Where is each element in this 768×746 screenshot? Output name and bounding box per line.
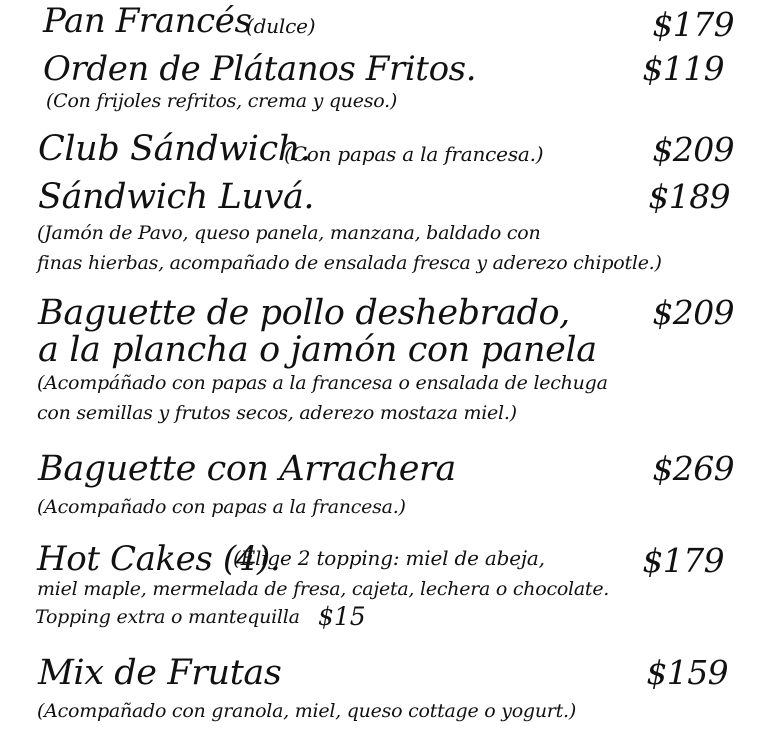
item-description: (Acompañado con granola, miel, queso cottage o yogurt.) — [37, 700, 576, 722]
item-price: $119 — [642, 49, 724, 88]
item-name-line: Baguette de pollo deshebrado, — [38, 293, 570, 333]
item-name: Hot Cakes (4). — [37, 539, 281, 579]
item-price: $209 — [652, 293, 734, 332]
item-price: $179 — [652, 5, 734, 44]
item-name-line: a la plancha o jamón con panela — [38, 330, 597, 370]
item-name: Pan Francés — [43, 1, 252, 41]
item-name: Orden de Plátanos Fritos. — [43, 49, 477, 89]
item-note: (Con papas a la francesa.) — [284, 142, 544, 166]
item-note: (Elige 2 topping: miel de abeja, — [233, 546, 545, 570]
item-name: Sándwich Luvá. — [38, 177, 315, 217]
item-price: $159 — [646, 653, 728, 692]
item-description-line: finas hierbas, acompañado de ensalada fresca y aderezo chipotle.) — [37, 252, 662, 274]
item-price: $179 — [642, 541, 724, 580]
item-description: (Acompañado con papas a la francesa.) — [37, 496, 406, 518]
extra-price: $15 — [318, 602, 366, 631]
item-note: (dulce) — [246, 14, 316, 38]
item-name: Mix de Frutas — [38, 653, 282, 693]
item-description-line: (Jamón de Pavo, queso panela, manzana, baldado con — [37, 222, 541, 244]
item-price: $189 — [648, 177, 730, 216]
item-description: (Con frijoles refritos, crema y queso.) — [46, 90, 398, 112]
item-description-line: Topping extra o mantequilla — [35, 606, 300, 628]
item-description-line: con semillas y frutos secos, aderezo mostaza miel.) — [37, 402, 517, 424]
item-name: Baguette con Arrachera — [38, 449, 456, 489]
item-price: $269 — [652, 449, 734, 488]
item-description-line: (Acompáñado con papas a la francesa o ensalada de lechuga — [37, 372, 608, 394]
item-name: Club Sándwich. — [38, 129, 311, 169]
item-description-line: miel maple, mermelada de fresa, cajeta, lechera o chocolate. — [37, 578, 610, 600]
item-price: $209 — [652, 130, 734, 169]
